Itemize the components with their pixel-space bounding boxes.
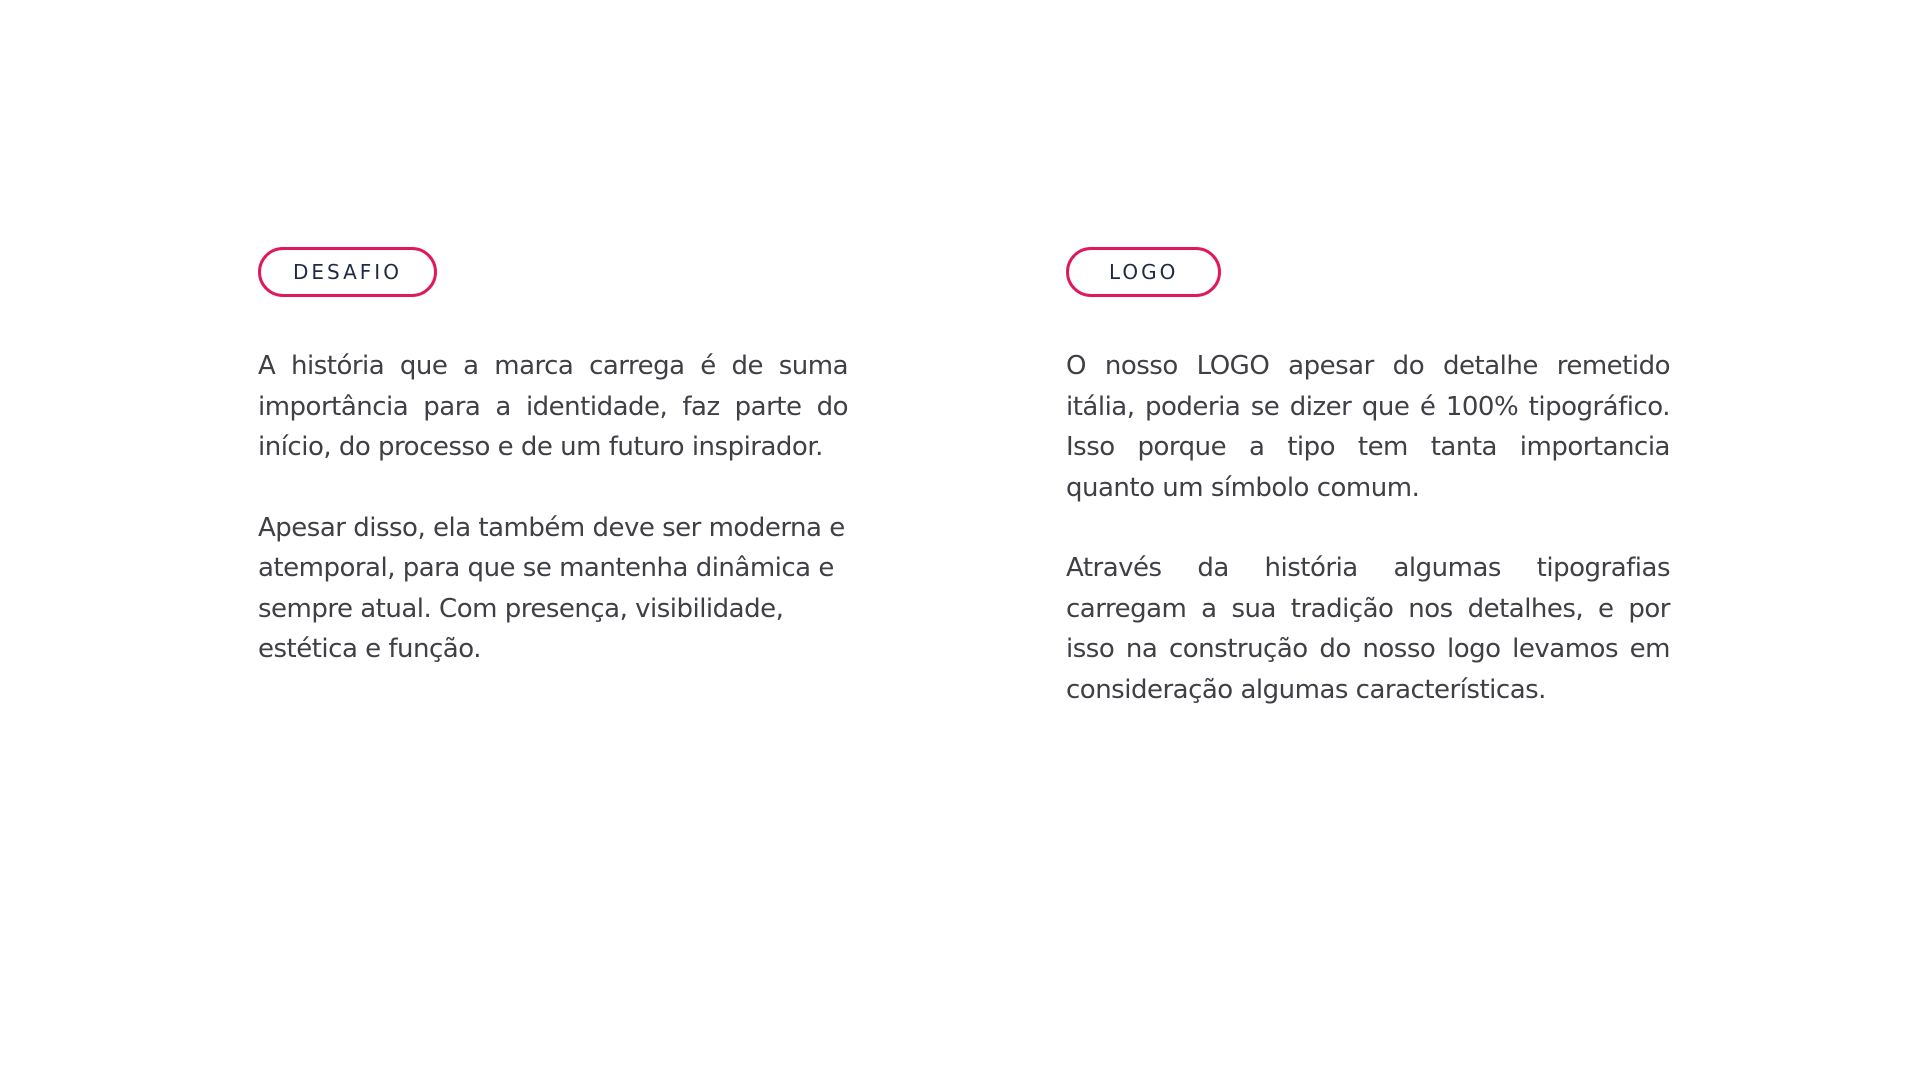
desafio-tag: DESAFIO	[258, 247, 437, 297]
logo-section	[1066, 247, 1670, 710]
logo-tag: LOGO	[1066, 247, 1221, 297]
desafio-paragraph-1: A história que a marca carrega é de suma importância para a identidade, faz parte do início, do processo e de um futuro inspirador.	[258, 351, 848, 462]
logo-paragraph-1: O nosso LOGO apesar do detalhe remetido itália, poderia se dizer que é 100% tipográfico. Isso porque a tipo tem tanta importancia quanto um símbolo comum.	[1066, 351, 1670, 503]
desafio-paragraph-2: Apesar disso, ela também deve ser moderna e atemporal, para que se mantenha dinâmica e sempre atual. Com presença, visibilidade, estética e função.	[258, 512, 845, 664]
logo-paragraph-2: Através da história algumas tipografias carregam a sua tradição nos detalhes, e por isso na construção do nosso logo levamos em consideração algumas características.	[1066, 553, 1670, 705]
desafio-section	[258, 247, 848, 670]
